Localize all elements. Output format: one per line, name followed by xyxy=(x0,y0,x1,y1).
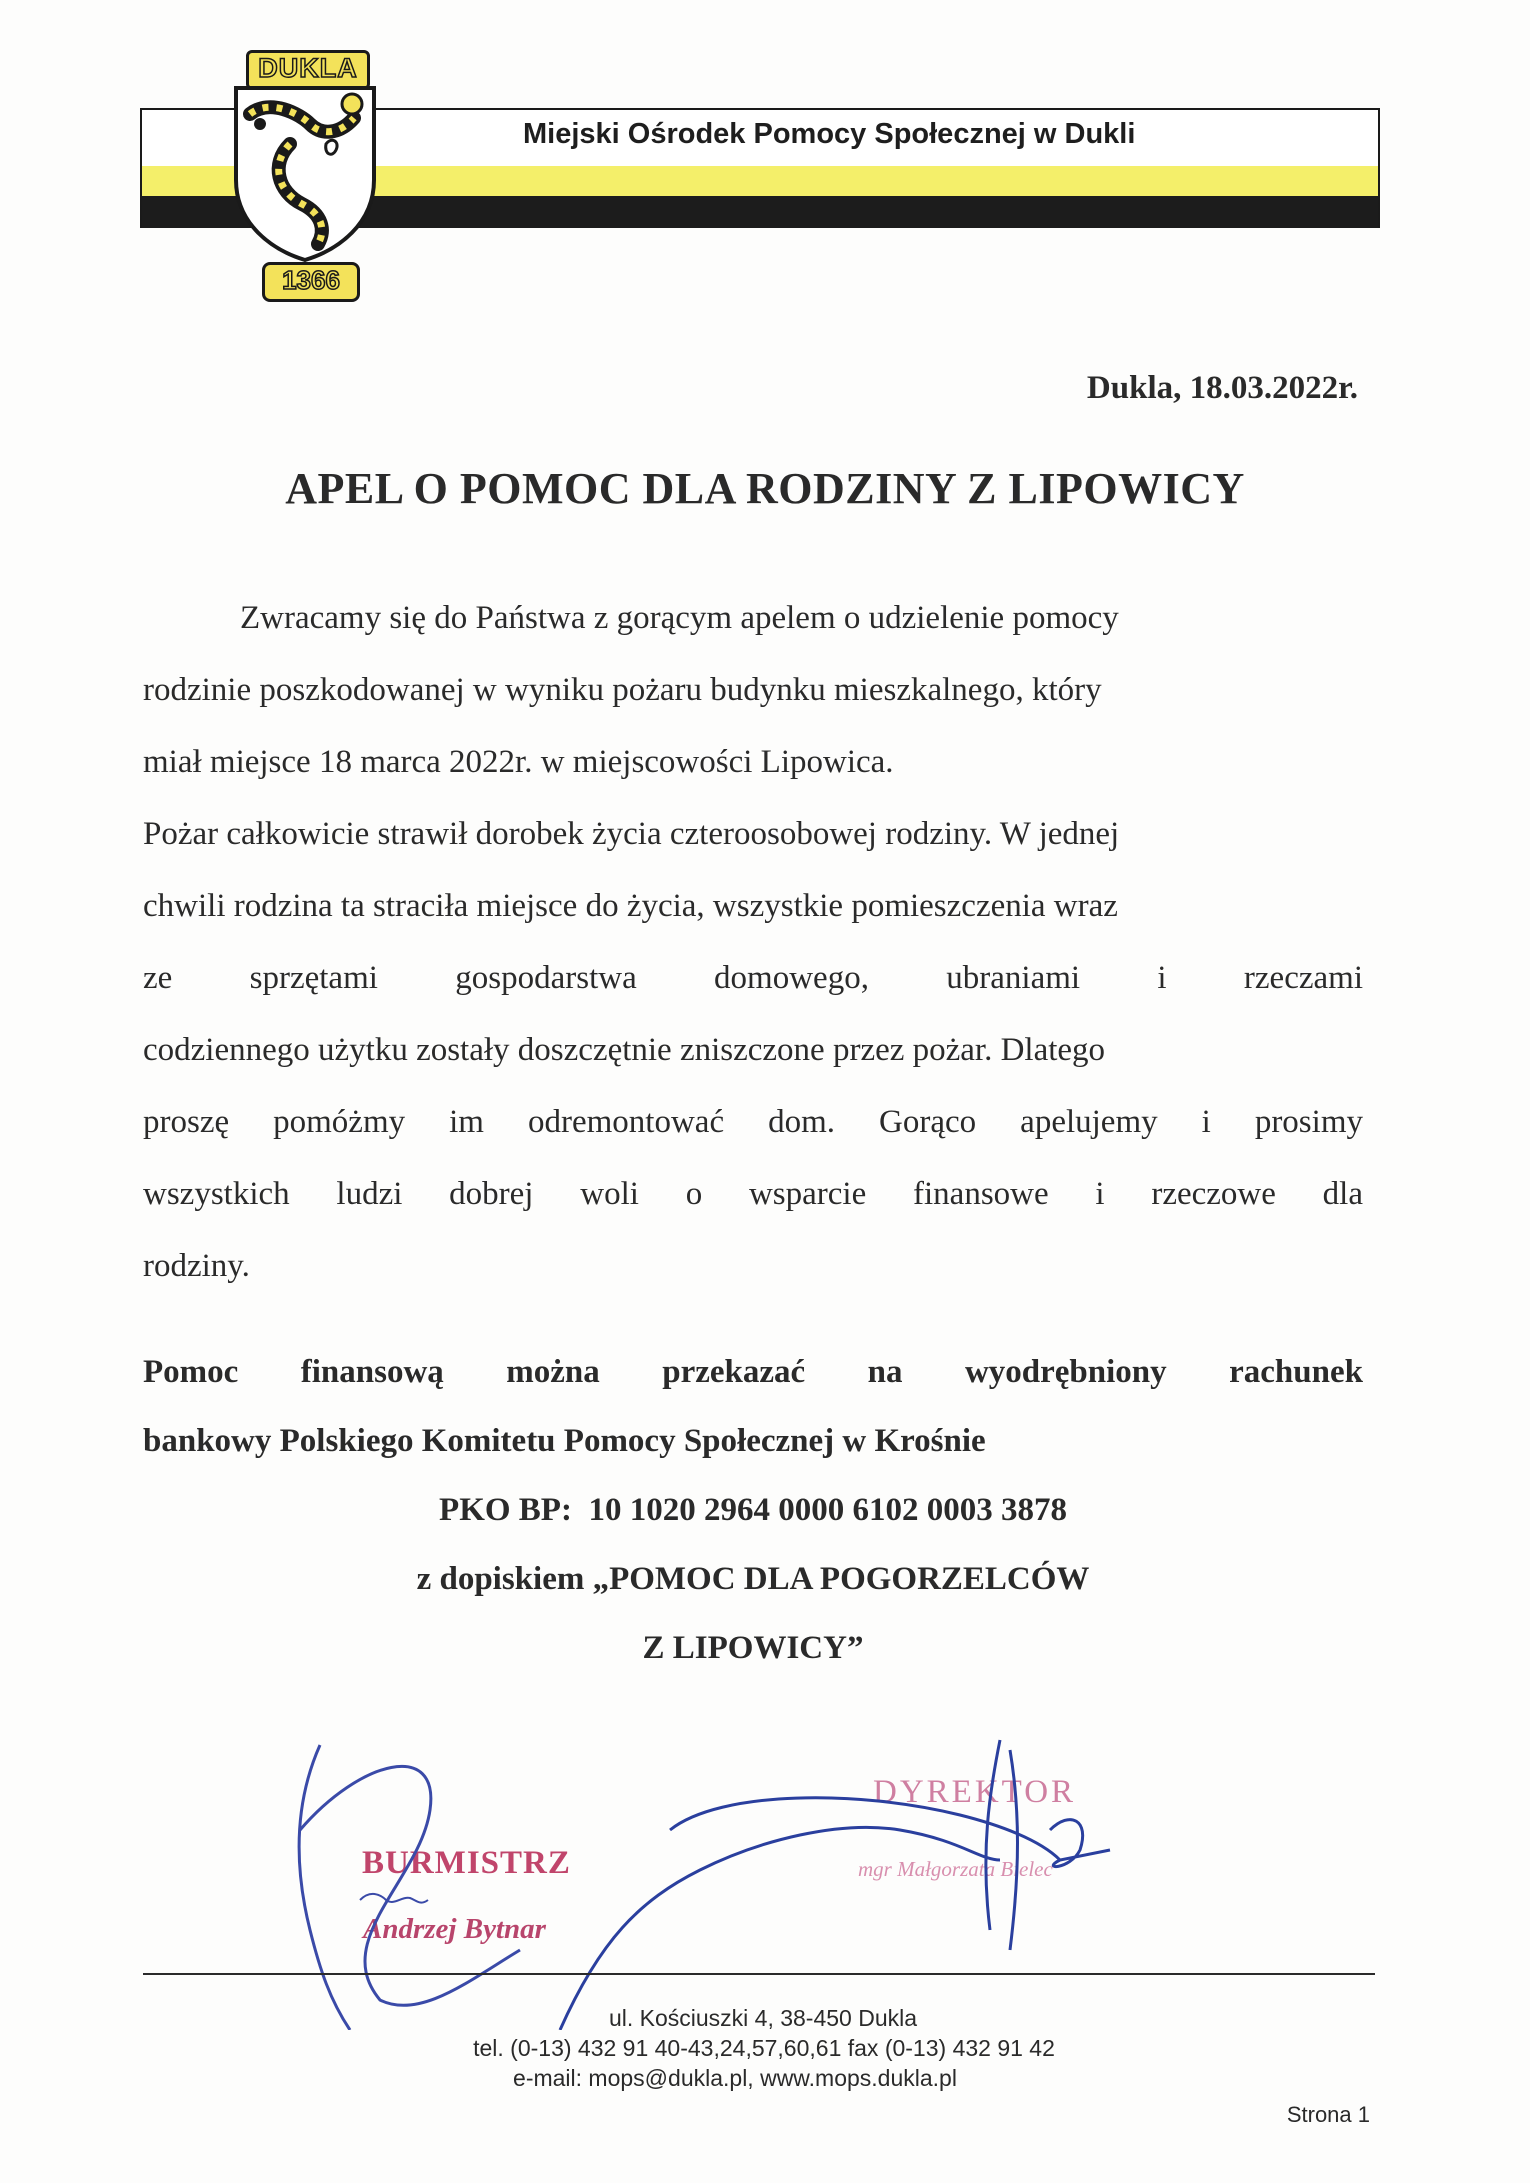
footer-address: ul. Kościuszki 4, 38-450 Dukla xyxy=(608,2005,918,2031)
organization-name: Miejski Ośrodek Pomocy Społecznej w Dukli xyxy=(523,118,1136,150)
paragraph-line: Zwracamy się do Państwa z gorącym apelem o udzielenie pomocy xyxy=(240,600,1119,636)
paragraph-line: miał miejsce 18 marca 2022r. w miejscowości Lipowica. xyxy=(143,744,894,780)
stamp-mayor-title: BURMISTRZ xyxy=(362,1845,571,1881)
transfer-note: z dopiskiem „POMOC DLA POGORZELCÓW xyxy=(416,1561,1090,1597)
transfer-note: Z LIPOWICY” xyxy=(642,1630,864,1666)
footer-phone: tel. (0-13) 432 91 40-43,24,57,60,61 fax (0-13) 432 91 42 xyxy=(473,2035,1055,2061)
paragraph-line: wszystkich ludzi dobrej woli o wsparcie finansowe i rzeczowe dla xyxy=(143,1176,1363,1212)
crest-bottom-label: 1366 xyxy=(262,262,360,302)
paragraph-intro xyxy=(143,582,1363,798)
footer-divider xyxy=(143,1973,1375,1975)
paragraph-description xyxy=(143,798,1363,1302)
paragraph-line: rodzinie poszkodowanej w wyniku pożaru budynku mieszkalnego, który xyxy=(143,672,1102,708)
bank-account-number: PKO BP: 10 1020 2964 0000 6102 0003 3878 xyxy=(439,1492,1067,1528)
document-title: APEL O POMOC DLA RODZINY Z LIPOWICY xyxy=(285,464,1245,513)
paragraph-line: chwili rodzina ta straciła miejsce do życia, wszystkie pomieszczenia wraz xyxy=(143,888,1118,924)
handwritten-signatures xyxy=(0,1700,1530,2030)
footer-contact: e-mail: mops@dukla.pl, www.mops.dukla.pl xyxy=(513,2065,957,2091)
stamp-director-name: mgr Małgorzata Bielec xyxy=(858,1857,1053,1881)
paragraph-line: Pożar całkowicie strawił dorobek życia czteroosobowej rodziny. W jednej xyxy=(143,816,1120,852)
paragraph-line: rodziny. xyxy=(143,1248,250,1284)
page-number: Strona 1 xyxy=(1286,2102,1370,2127)
stamp-mayor-name: Andrzej Bytnar xyxy=(363,1913,546,1945)
bank-info xyxy=(143,1338,1363,1683)
bank-info-line: bankowy Polskiego Komitetu Pomocy Społecznej w Krośnie xyxy=(143,1423,986,1459)
paragraph-line: ze sprzętami gospodarstwa domowego, ubraniami i rzeczami xyxy=(143,960,1363,996)
paragraph-line: codziennego użytku zostały doszczętnie zniszczone przez pożar. Dlatego xyxy=(143,1032,1106,1068)
crest-top-label: DUKLA xyxy=(246,50,370,90)
document-date: Dukla, 18.03.2022r. xyxy=(1086,370,1358,406)
stamp-director-title: DYREKTOR xyxy=(873,1774,1077,1810)
bank-info-line: Pomoc finansową można przekazać na wyodrębniony rachunek xyxy=(143,1354,1363,1390)
coat-of-arms-icon xyxy=(230,84,380,262)
paragraph-line: proszę pomóżmy im odremontować dom. Gorąco apelujemy i prosimy xyxy=(143,1104,1363,1140)
